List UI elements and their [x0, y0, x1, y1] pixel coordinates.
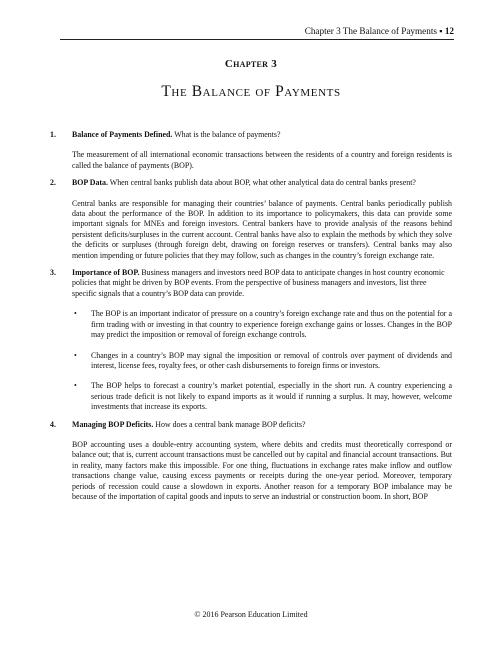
question-prompt: What is the balance of payments?	[172, 130, 281, 139]
running-title: Chapter 3 The Balance of Payments	[304, 26, 437, 36]
answer-paragraph: Central banks are responsible for managing their countries’ balance of payments. Central banks periodically publish data about the performance of the BOP. In addition to its importance to policymakers, this data can provide some important signals for MNEs and foreign investors. Central bankers have to provide analysis of the reasons behind persistent deficits/surpluses in the current account. Central banks have also to explain the methods by which they solve the deficits or surpluses (through foreign debt, drawing on foreign reserves or transfers). Central banks may also mention impending or future policies that they may follow, such as changes in the country’s foreign exchange rate.	[72, 198, 452, 260]
bullet-text: Changes in a country’s BOP may signal the imposition or removal of controls over payment of dividends and interest, license fees, royalty fees, or other cash disbursements to foreign firms or investors.	[91, 350, 452, 370]
question-text	[72, 268, 452, 299]
bullet-text: The BOP is an important indicator of pressure on a country’s foreign exchange rate and thus on the potential for a firm trading with or investing in that country to experience foreign exchange gains or losses. Changes in the BOP may predict the imposition or removal of foreign exchange controls.	[91, 309, 452, 340]
question-prompt: How does a central bank manage BOP deficits?	[153, 419, 306, 429]
question-heading: Balance of Payments Defined.	[72, 130, 173, 139]
question-number: 1.	[50, 130, 56, 139]
question-number: 2.	[50, 178, 56, 188]
question-item-2	[50, 178, 452, 261]
question-text	[72, 130, 452, 140]
question-text	[72, 420, 452, 430]
chapter-label: Chapter 3	[224, 58, 278, 70]
question-heading: Managing BOP Deficits.	[72, 419, 154, 429]
chapter-title: The Balance of Payments	[161, 83, 341, 100]
answer-paragraph: The measurement of all international economic transactions between the residents of a country and foreign residents is called the balance of payments (BOP).	[72, 150, 452, 170]
question-item-1	[50, 130, 452, 171]
bullet-icon: •	[74, 309, 77, 319]
bullet-text: The BOP helps to forecast a country’s market potential, especially in the short run. A country experiencing a serious trade deficit is not likely to expand imports as it would if running a surplus. It may, however, welcome investments that increase its exports.	[91, 381, 452, 412]
page-number: 12	[444, 26, 454, 36]
question-heading: BOP Data.	[72, 178, 108, 188]
question-item-3	[50, 268, 452, 412]
document-body	[50, 130, 452, 509]
bullet-icon: •	[74, 350, 77, 360]
answer-bullet	[72, 351, 452, 372]
question-item-4	[50, 420, 452, 503]
answer-paragraph: BOP accounting uses a double-entry accounting system, where debits and credits must theoretically correspond or balance out; that is, current account transactions must be cancelled out by capital and financial account transactions. But in reality, many factors make this impossible. For one thing, fluctuations in exchange rates make inflow and outflow transactions change value, causing excess payments or receipts during the one-year period. Moreover, temporary periods of recession could cause a slowdown in exports. Another reason for a temporary BOP imbalance may be because of the importation of capital goods and inputs to serve an industrial or construction boom. In short, BOP	[72, 439, 452, 501]
answer-bullet	[72, 381, 452, 412]
bullet-icon: •	[74, 381, 77, 391]
answer-bullet	[72, 309, 452, 340]
question-prompt: When central banks publish data about BOP, what other analytical data do central banks present?	[107, 178, 416, 188]
header-separator: ▪	[439, 26, 445, 36]
page-footer: © 2016 Pearson Education Limited	[194, 610, 308, 619]
question-number: 4.	[50, 419, 56, 429]
question-number: 3.	[50, 268, 56, 278]
question-heading: Importance of BOP.	[72, 268, 140, 278]
running-header	[60, 26, 454, 40]
question-text	[72, 178, 452, 188]
question-prompt: Business managers and investors need BOP data to anticipate changes in host country economic policies that might be driven by BOP events. From the perspective of business managers and investors, list three specific signals that a country’s BOP data can provide.	[72, 268, 445, 298]
